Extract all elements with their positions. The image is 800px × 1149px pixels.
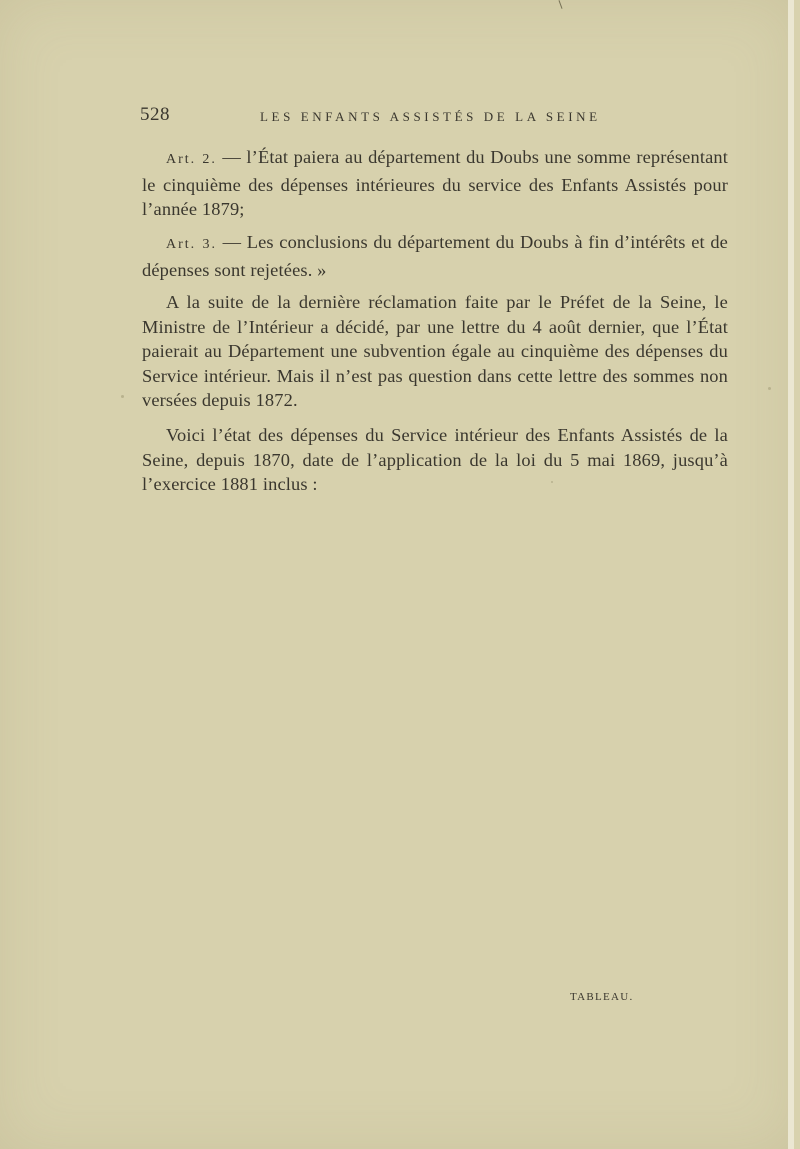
page-edge: [788, 0, 794, 1149]
article-3-paragraph: [142, 230, 728, 282]
article-text: — Les conclusions du département du Doubs à fin d’intérêts et de dépenses sont rejetées. »: [142, 232, 728, 280]
paper-mark: [551, 481, 553, 483]
body-paragraph: A la suite de la dernière réclamation faite par le Préfet de la Seine, le Ministre de l’Intérieur a décidé, par une lettre du 4 août dernier, que l’État paierait au Département une subvention égale au cinquième des dépenses du Service intérieur. Mais il n’est pas question dans cette lettre des sommes non versées depuis 1872.: [142, 292, 728, 410]
article-label: Art. 2.: [166, 152, 217, 167]
paper-mark: [768, 387, 771, 390]
page-number: 528: [140, 104, 170, 125]
article-text: — l’État paiera au département du Doubs une somme représentant le cinquième des dépenses intérieures du service des Enfants Assistés pour l’année 1879;: [142, 147, 729, 219]
article-label: Art. 3.: [166, 237, 217, 252]
page-header: [140, 104, 728, 130]
paper-mark: [558, 0, 562, 9]
catchword: TABLEAU.: [570, 991, 634, 1003]
running-title: LES ENFANTS ASSISTÉS DE LA SEINE: [260, 109, 601, 124]
body-paragraph: Voici l’état des dépenses du Service intérieur des Enfants Assistés de la Seine, depuis 1870, date de l’application de la loi du 5 mai 1869, jusqu’à l’exercice 1881 inclus :: [142, 425, 728, 494]
paper-mark: [121, 395, 124, 398]
article-2-paragraph: [142, 145, 728, 222]
